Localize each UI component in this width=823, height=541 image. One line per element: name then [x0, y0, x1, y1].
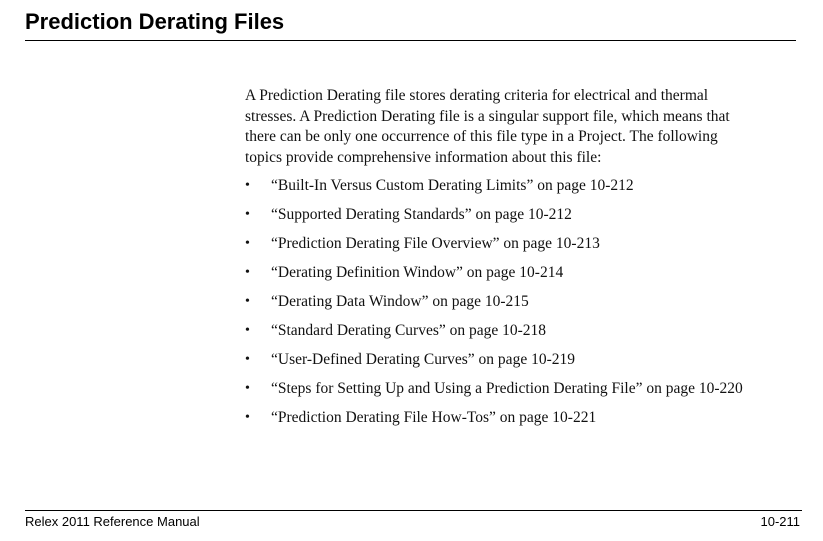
- intro-paragraph: A Prediction Derating file stores derating criteria for electrical and thermal stresses. A Prediction Derating file is a singular support file, which means that there can be only one occurrence of this file type in a Project. The following topics provide comprehensive information about this file:: [245, 87, 730, 166]
- main-content: [245, 86, 805, 435]
- bullet-icon: •: [245, 294, 250, 309]
- topic-link[interactable]: “User-Defined Derating Curves” on page 10-219: [271, 351, 575, 368]
- topic-link[interactable]: “Standard Derating Curves” on page 10-218: [271, 322, 547, 339]
- topic-item: [245, 232, 805, 261]
- topic-list: [245, 174, 805, 435]
- bullet-icon: •: [245, 265, 250, 280]
- topic-item: [245, 261, 805, 290]
- page-title: Prediction Derating Files: [25, 9, 285, 34]
- bullet-icon: •: [245, 236, 250, 251]
- topic-link[interactable]: “Prediction Derating File How-Tos” on page 10-221: [271, 409, 597, 426]
- topic-item: [245, 348, 805, 377]
- topic-item: [245, 174, 805, 203]
- bullet-icon: •: [245, 178, 250, 193]
- topic-item: [245, 377, 805, 406]
- topic-item: [245, 319, 805, 348]
- bullet-icon: •: [245, 381, 250, 396]
- footer-rule: [25, 510, 802, 511]
- topic-link[interactable]: “Derating Definition Window” on page 10-214: [271, 264, 564, 281]
- topic-link[interactable]: “Supported Derating Standards” on page 10-212: [271, 206, 572, 223]
- topic-link[interactable]: “Built-In Versus Custom Derating Limits” on page 10-212: [271, 177, 634, 194]
- bullet-icon: •: [245, 352, 250, 367]
- topic-link[interactable]: “Steps for Setting Up and Using a Prediction Derating File” on page 10-220: [271, 380, 743, 397]
- topic-item: [245, 406, 805, 435]
- topic-item: [245, 290, 805, 319]
- page-number: 10-211: [760, 514, 800, 529]
- bullet-icon: •: [245, 410, 250, 425]
- bullet-icon: •: [245, 207, 250, 222]
- topic-link[interactable]: “Derating Data Window” on page 10-215: [271, 293, 529, 310]
- footer-manual-title: Relex 2011 Reference Manual: [25, 514, 200, 529]
- topic-link[interactable]: “Prediction Derating File Overview” on page 10-213: [271, 235, 600, 252]
- bullet-icon: •: [245, 323, 250, 338]
- topic-item: [245, 203, 805, 232]
- header-rule: [25, 40, 796, 41]
